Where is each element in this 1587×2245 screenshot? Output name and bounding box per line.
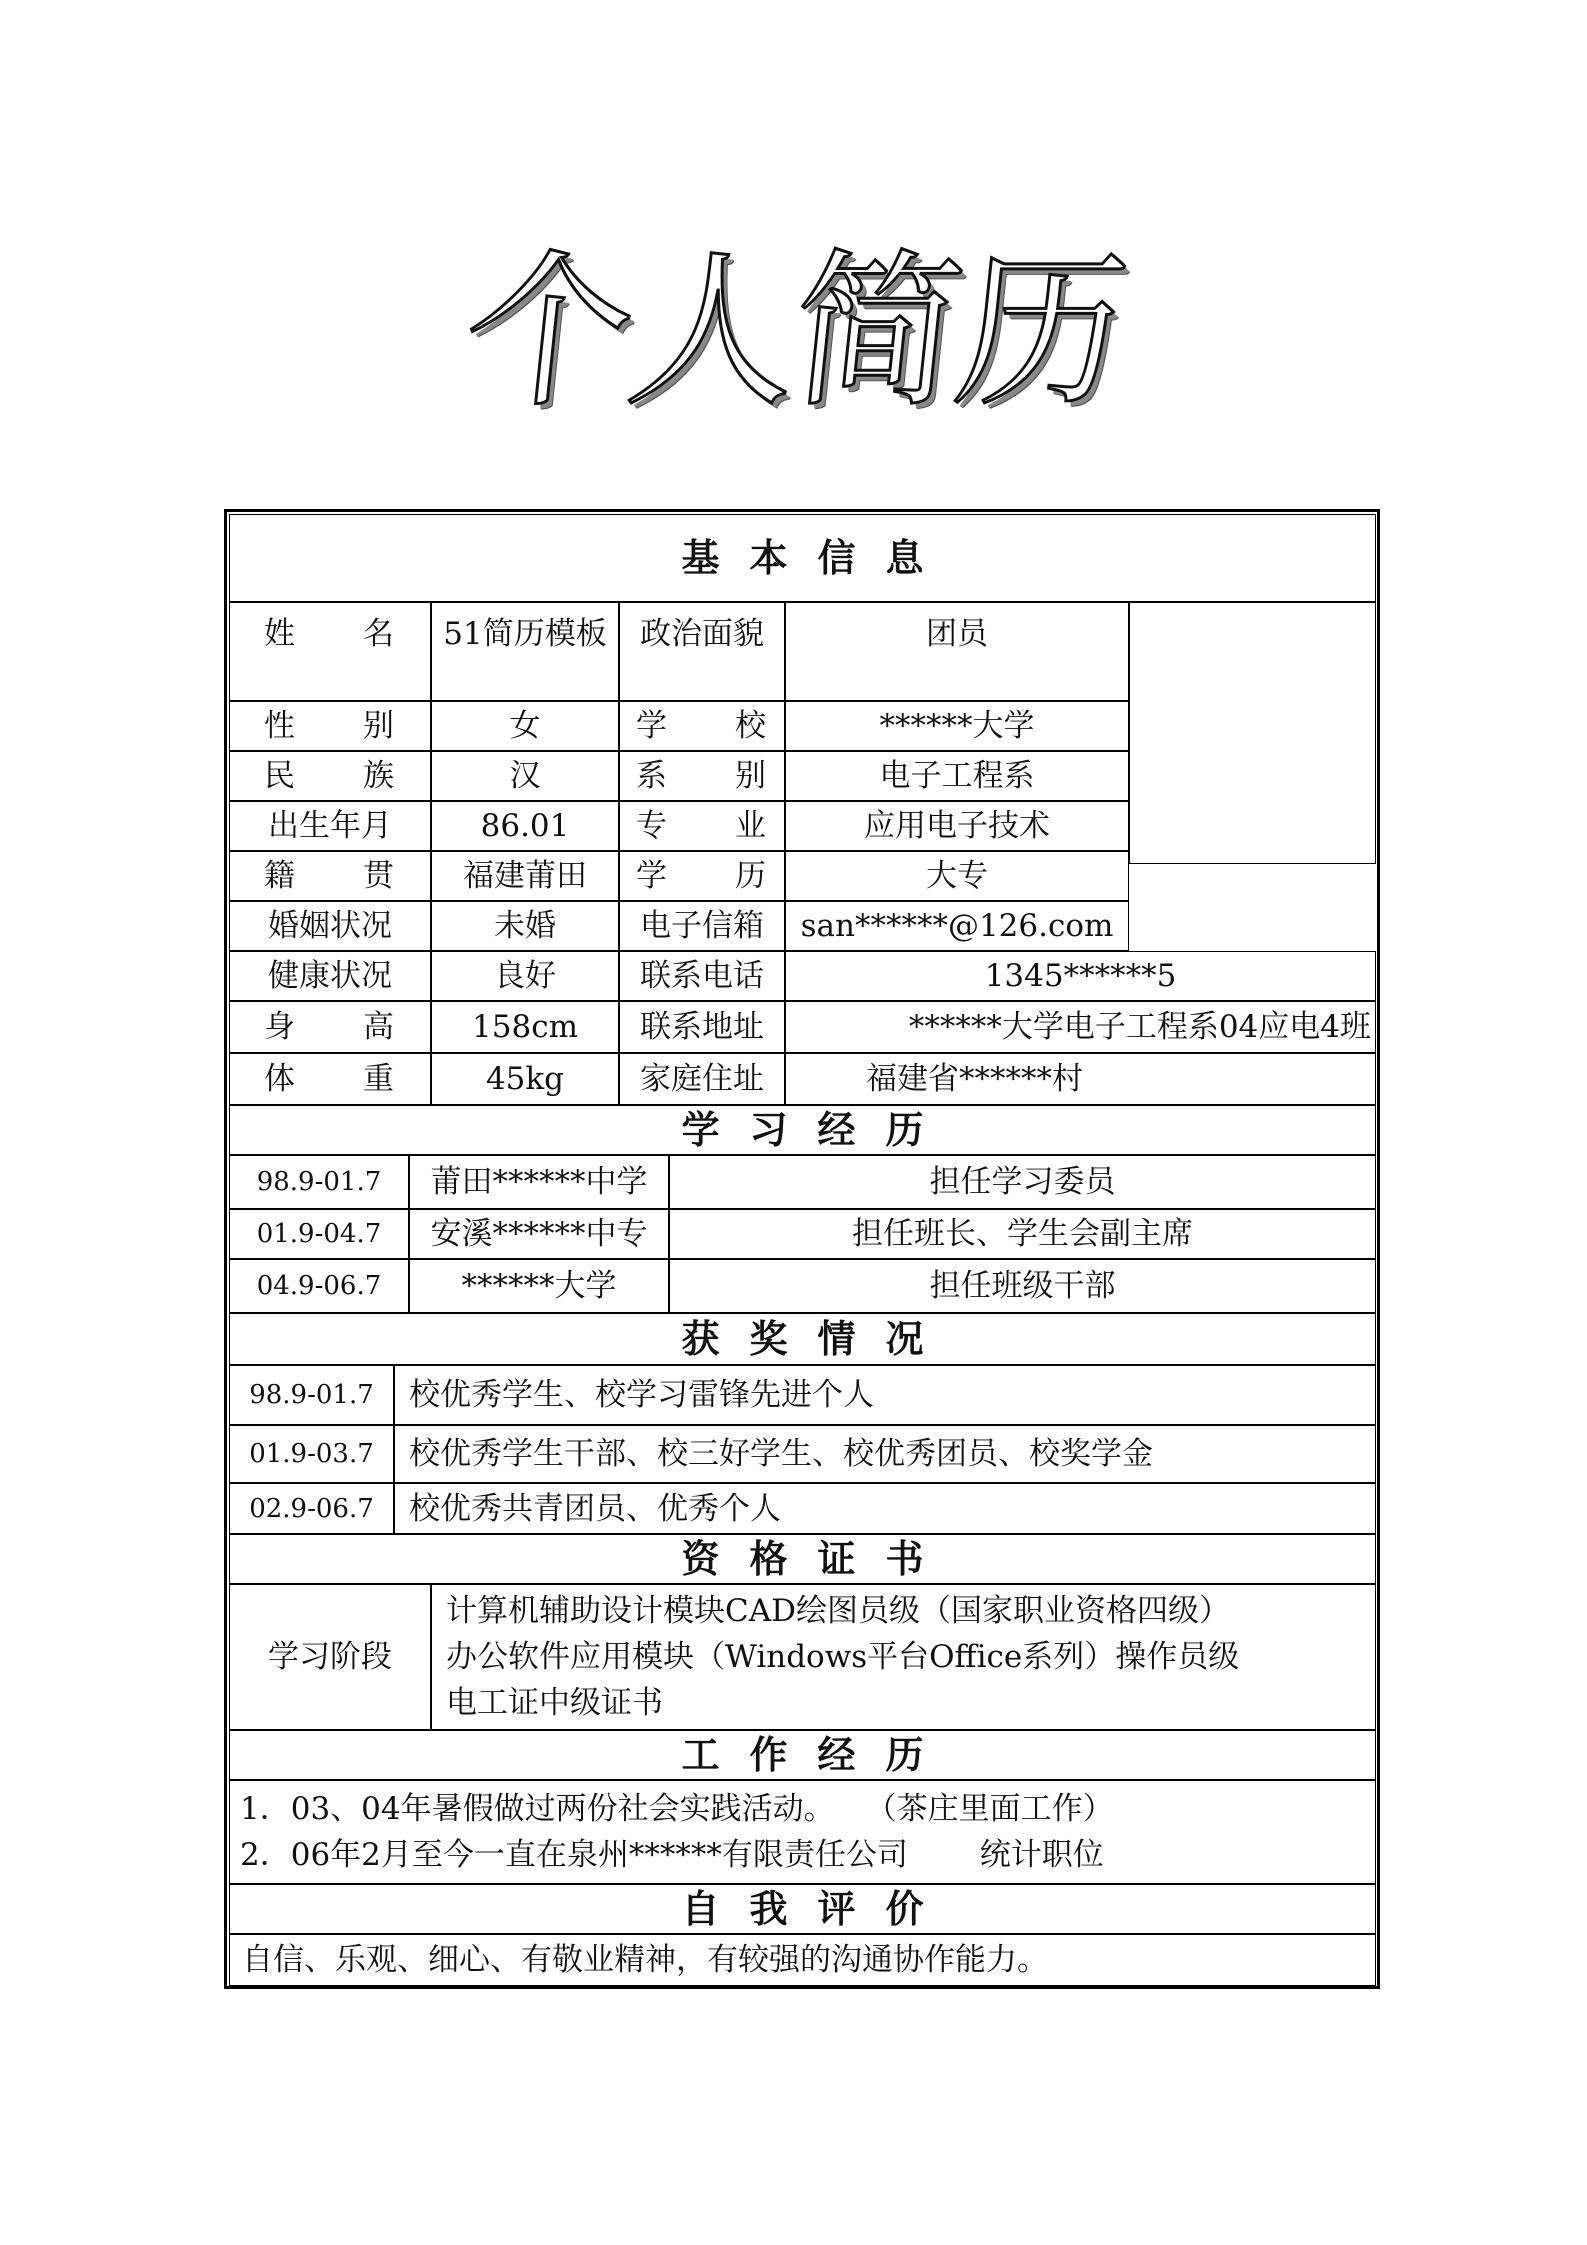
value-gender: 女 <box>431 701 619 751</box>
section-header-work: 工作经历 <box>229 1730 1376 1780</box>
cert-item: 办公软件应用模块（Windows平台Office系列）操作员级 <box>446 1639 1240 1675</box>
award-text: 校优秀学生干部、校三好学生、校优秀团员、校奖学金 <box>394 1425 1376 1483</box>
resume-title: 个人简历 <box>455 234 1132 430</box>
value-education: 大专 <box>785 851 1129 901</box>
award-text: 校优秀学生、校学习雷锋先进个人 <box>394 1365 1376 1425</box>
value-department: 电子工程系 <box>785 751 1129 801</box>
label-marital: 婚姻状况 <box>229 901 431 951</box>
resume-table <box>224 509 1380 1989</box>
value-politics: 团员 <box>785 602 1129 701</box>
label-gender: 性 别 <box>229 701 431 751</box>
value-height: 158cm <box>431 1001 619 1053</box>
award-text: 校优秀共青团员、优秀个人 <box>394 1483 1376 1534</box>
label-home-address: 家庭住址 <box>619 1053 785 1105</box>
section-header-study: 学习经历 <box>229 1105 1376 1155</box>
value-birth: 86.01 <box>431 801 619 851</box>
value-phone: 1345******5 <box>785 951 1376 1001</box>
study-school: 安溪******中专 <box>409 1209 669 1259</box>
cert-item: 计算机辅助设计模块CAD绘图员级（国家职业资格四级） <box>446 1593 1230 1629</box>
self-evaluation-text: 自信、乐观、细心、有敬业精神，有较强的沟通协作能力。 <box>229 1934 1376 1986</box>
value-ethnic: 汉 <box>431 751 619 801</box>
work-item: 1．03、04年暑假做过两份社会实践活动。 （茶庄里面工作） <box>240 1791 1114 1827</box>
value-email: san******@126.com <box>785 901 1129 951</box>
label-school: 学 校 <box>619 701 785 751</box>
label-height: 身 高 <box>229 1001 431 1053</box>
award-period: 02.9-06.7 <box>229 1483 394 1534</box>
section-header-awards: 获奖情况 <box>229 1313 1376 1365</box>
label-birth: 出生年月 <box>229 801 431 851</box>
work-list <box>229 1780 1376 1884</box>
value-health: 良好 <box>431 951 619 1001</box>
value-native-place: 福建莆田 <box>431 851 619 901</box>
certs-label: 学习阶段 <box>229 1584 431 1730</box>
label-weight: 体 重 <box>229 1053 431 1105</box>
label-education: 学 历 <box>619 851 785 901</box>
label-name: 姓 名 <box>229 602 431 701</box>
value-home-address: 福建省******村 <box>785 1053 1376 1105</box>
label-ethnic: 民 族 <box>229 751 431 801</box>
section-header-self-evaluation: 自我评价 <box>229 1884 1376 1934</box>
study-school: 莆田******中学 <box>409 1155 669 1209</box>
section-header-certificates: 资格证书 <box>229 1534 1376 1584</box>
label-health: 健康状况 <box>229 951 431 1001</box>
study-school: ******大学 <box>409 1259 669 1313</box>
section-header-basic-info: 基本信息 <box>229 514 1376 602</box>
label-department: 系 别 <box>619 751 785 801</box>
study-period: 98.9-01.7 <box>229 1155 409 1209</box>
work-item: 2．06年2月至今一直在泉州******有限责任公司 统计职位 <box>240 1837 1104 1873</box>
value-weight: 45kg <box>431 1053 619 1105</box>
award-period: 01.9-03.7 <box>229 1425 394 1483</box>
label-native-place: 籍 贯 <box>229 851 431 901</box>
label-address: 联系地址 <box>619 1001 785 1053</box>
cert-item: 电工证中级证书 <box>446 1685 663 1721</box>
study-period: 01.9-04.7 <box>229 1209 409 1259</box>
study-role: 担任班级干部 <box>669 1259 1376 1313</box>
photo-placeholder <box>1129 602 1376 864</box>
study-role: 担任班长、学生会副主席 <box>669 1209 1376 1259</box>
value-marital: 未婚 <box>431 901 619 951</box>
study-period: 04.9-06.7 <box>229 1259 409 1313</box>
study-role: 担任学习委员 <box>669 1155 1376 1209</box>
value-major: 应用电子技术 <box>785 801 1129 851</box>
certs-list <box>431 1584 1376 1730</box>
award-period: 98.9-01.7 <box>229 1365 394 1425</box>
value-name: 51简历模板 <box>431 602 619 701</box>
value-address: ******大学电子工程系04应电4班 <box>785 1001 1376 1053</box>
label-major: 专 业 <box>619 801 785 851</box>
label-phone: 联系电话 <box>619 951 785 1001</box>
value-school: ******大学 <box>785 701 1129 751</box>
label-politics: 政治面貌 <box>619 602 785 701</box>
label-email: 电子信箱 <box>619 901 785 951</box>
